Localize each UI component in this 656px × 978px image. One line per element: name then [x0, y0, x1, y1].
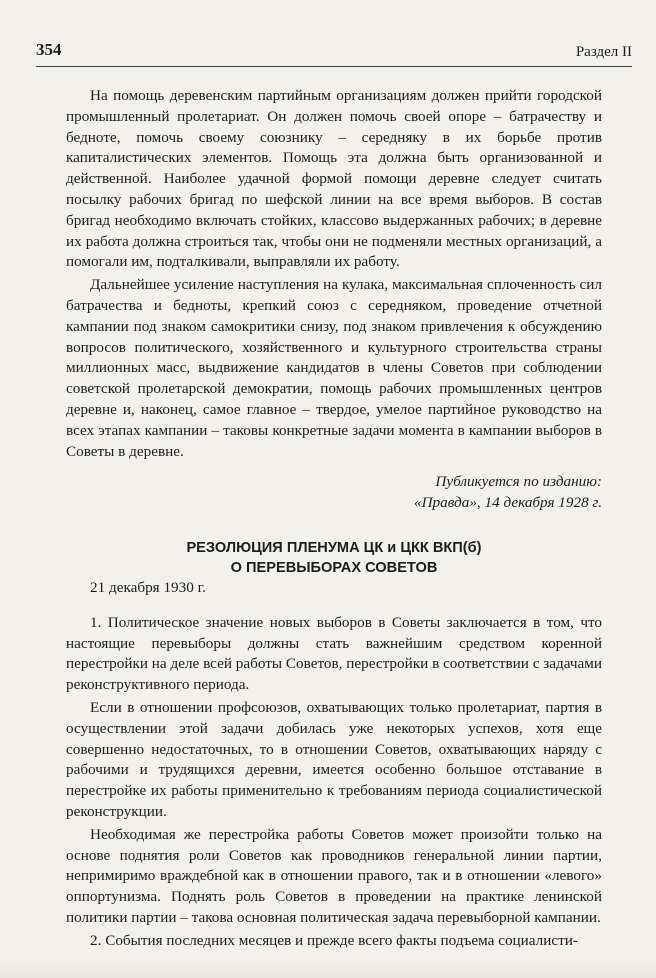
paragraph: Если в отношении профсоюзов, охватывающих только пролетариат, партия в осуществлении этой задачи добилась уже некоторых успехов, хотя еще совершенно недостаточных, то в отношении Советов, охватывающих наряду с рабочими и трудящихся деревни, имеется особенно большое отставание в перестройке их работы применительно к требованиям периода социалистической реконструкции.	[66, 698, 602, 820]
page-body	[66, 86, 602, 951]
page-bottom-edge	[0, 958, 656, 978]
source-line: Публикуется по изданию:	[435, 473, 602, 491]
page-number: 354	[36, 40, 62, 59]
title-line: РЕЗОЛЮЦИЯ ПЛЕНУМА ЦК и ЦКК ВКП(б)	[186, 539, 482, 556]
paragraph: На помощь деревенским партийным организациям должен прийти городской промышленный пролетариат. Он должен помочь своей опоре – батрачеству и бедноте, помочь своему союзнику – середняку в их борьбе против капиталистических элементов. Помощь эта должна быть организованной и действенной. Наиболее удачной формой помощи деревне следует считать посылку рабочих бригад по шефской линии на все время выборов. В состав бригад необходимо включать стойких, классово выдержанных рабочих; в деревне их работа должна строиться так, чтобы они не подменяли местных организаций, а помогали им, подталкивали, выправляли их работу.	[66, 87, 602, 271]
source-line: «Правда», 14 декабря 1928 г.	[413, 494, 602, 512]
resolution-date: 21 декабря 1930 г.	[90, 578, 206, 596]
resolution-title	[66, 538, 602, 578]
header-rule	[36, 66, 632, 67]
section-label: Раздел II	[575, 44, 632, 60]
paragraph: 1. Политическое значение новых выборов в Советы заключается в том, что настоящие перевыборы должны стать важнейшим средством коренной перестройки на деле всей работы Советов, перестройки в соответствии с задачами реконструктивного периода.	[66, 613, 602, 694]
page-header	[36, 36, 632, 66]
paragraph: 2. События последних месяцев и прежде всего факты подъема социалисти-	[90, 931, 578, 949]
source-note	[66, 472, 602, 514]
title-line: О ПЕРЕВЫБОРАХ СОВЕТОВ	[230, 559, 438, 576]
paragraph: Дальнейшее усиление наступления на кулака, максимальная сплоченность сил батрачества и бедноты, крепкий союз с середняком, проведение отчетной кампании под знаком самокритики снизу, под знаком привлечения к обсуждению вопросов политического, хозяйственного и культурного строительства страны миллионных масс, выдвижение кандидатов в члены Советов при соблюдении советской пролетарской демократии, помощь рабочих промышленных центров деревне и, наконец, самое главное – твердое, умелое партийное руководство на всех этапах кампании – таковы конкретные задачи момента в кампании выборов в Советы в деревне.	[66, 276, 602, 460]
paragraph: Необходимая же перестройка работы Советов может произойти только на основе поднятия роли Советов как проводников генеральной линии партии, непримиримо враждебной как в отношении правого, так и в отношении «левого» оппортунизма. Поднять роль Советов в проведении на практике ленинской политики партии – такова основная политическая задача перевыборной кампании.	[66, 825, 602, 926]
